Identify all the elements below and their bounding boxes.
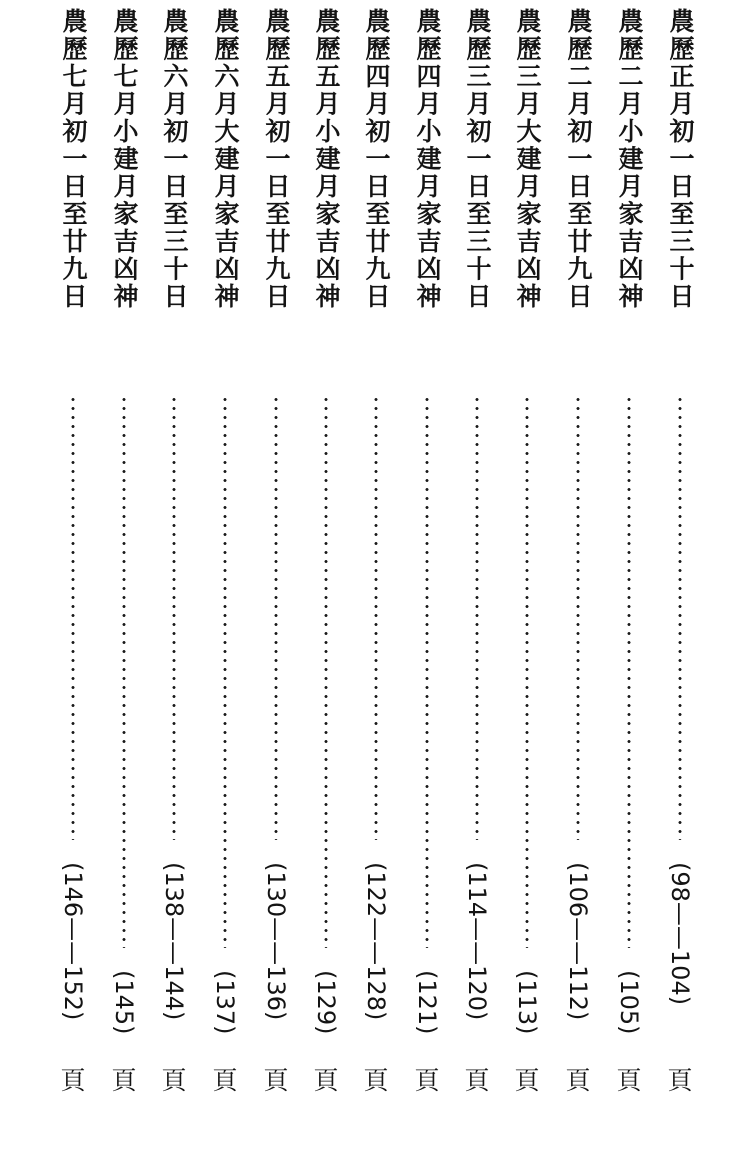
toc-entry[interactable] (210, 0, 240, 1161)
toc-entry-title: 農歷二月初一日至廿九日 (564, 8, 593, 311)
page-suffix: 頁 (212, 1066, 238, 1095)
dot-leader (627, 395, 631, 948)
toc-entry-pages: (137) (211, 970, 239, 1035)
toc-entry-title: 農歷七月小建月家吉凶神 (110, 8, 139, 311)
toc-entry-pages: (122——128) (362, 862, 390, 1021)
toc-entry-pages: (106——112) (564, 862, 592, 1021)
toc-entry-pages: (105) (615, 970, 643, 1035)
toc-entry-title: 農歷四月小建月家吉凶神 (413, 8, 442, 311)
dot-leader (425, 395, 429, 948)
toc-entry-title: 農歷三月大建月家吉凶神 (513, 8, 542, 311)
toc-entry[interactable] (563, 0, 593, 1161)
dot-leader (678, 395, 682, 840)
dot-leader (374, 395, 378, 840)
toc-entry[interactable] (109, 0, 139, 1161)
toc-entry-pages: (113) (513, 970, 541, 1035)
toc-entry-title: 農歷三月初一日至三十日 (463, 8, 492, 311)
toc-entry[interactable] (361, 0, 391, 1161)
page-suffix: 頁 (161, 1066, 187, 1095)
page-suffix: 頁 (313, 1066, 339, 1095)
page-suffix: 頁 (111, 1066, 137, 1095)
toc-entry[interactable] (159, 0, 189, 1161)
toc-entry[interactable] (261, 0, 291, 1161)
toc-entry-title: 農歷二月小建月家吉凶神 (615, 8, 644, 311)
dot-leader (274, 395, 278, 840)
toc-entry[interactable] (311, 0, 341, 1161)
toc-entry[interactable] (512, 0, 542, 1161)
toc-entry-pages: (145) (110, 970, 138, 1035)
toc-entry-pages: (130——136) (262, 862, 290, 1021)
toc-entry-title: 農歷六月大建月家吉凶神 (211, 8, 240, 311)
page-suffix: 頁 (263, 1066, 289, 1095)
toc-entry-pages: (114——120) (463, 862, 491, 1021)
toc-entry-title: 農歷四月初一日至廿九日 (362, 8, 391, 311)
page-suffix: 頁 (363, 1066, 389, 1095)
dot-leader (122, 395, 126, 948)
toc-entry-title: 農歷五月小建月家吉凶神 (312, 8, 341, 311)
page-suffix: 頁 (667, 1066, 693, 1095)
dot-leader (223, 395, 227, 948)
toc-entry-pages: (146——152) (59, 862, 87, 1021)
toc-entry-pages: (121) (413, 970, 441, 1035)
toc-entry[interactable] (58, 0, 88, 1161)
toc-entry[interactable] (462, 0, 492, 1161)
toc-entry-pages: (98——104) (666, 862, 694, 1006)
dot-leader (475, 395, 479, 840)
toc-entry-pages: (138——144) (160, 862, 188, 1021)
dot-leader (525, 395, 529, 948)
dot-leader (71, 395, 75, 840)
toc-entry[interactable] (665, 0, 695, 1161)
page-suffix: 頁 (616, 1066, 642, 1095)
toc-entry-pages: (129) (312, 970, 340, 1035)
page-suffix: 頁 (514, 1066, 540, 1095)
page-suffix: 頁 (565, 1066, 591, 1095)
dot-leader (324, 395, 328, 948)
page-suffix: 頁 (464, 1066, 490, 1095)
toc-entry-title: 農歷七月初一日至廿九日 (59, 8, 88, 311)
toc-entry-title: 農歷六月初一日至三十日 (160, 8, 189, 311)
page-suffix: 頁 (414, 1066, 440, 1095)
toc-entry-title: 農歷五月初一日至廿九日 (262, 8, 291, 311)
page-suffix: 頁 (60, 1066, 86, 1095)
toc-entry[interactable] (614, 0, 644, 1161)
dot-leader (576, 395, 580, 840)
dot-leader (172, 395, 176, 840)
toc-entry[interactable] (412, 0, 442, 1161)
toc-entry-title: 農歷正月初一日至三十日 (666, 8, 695, 311)
